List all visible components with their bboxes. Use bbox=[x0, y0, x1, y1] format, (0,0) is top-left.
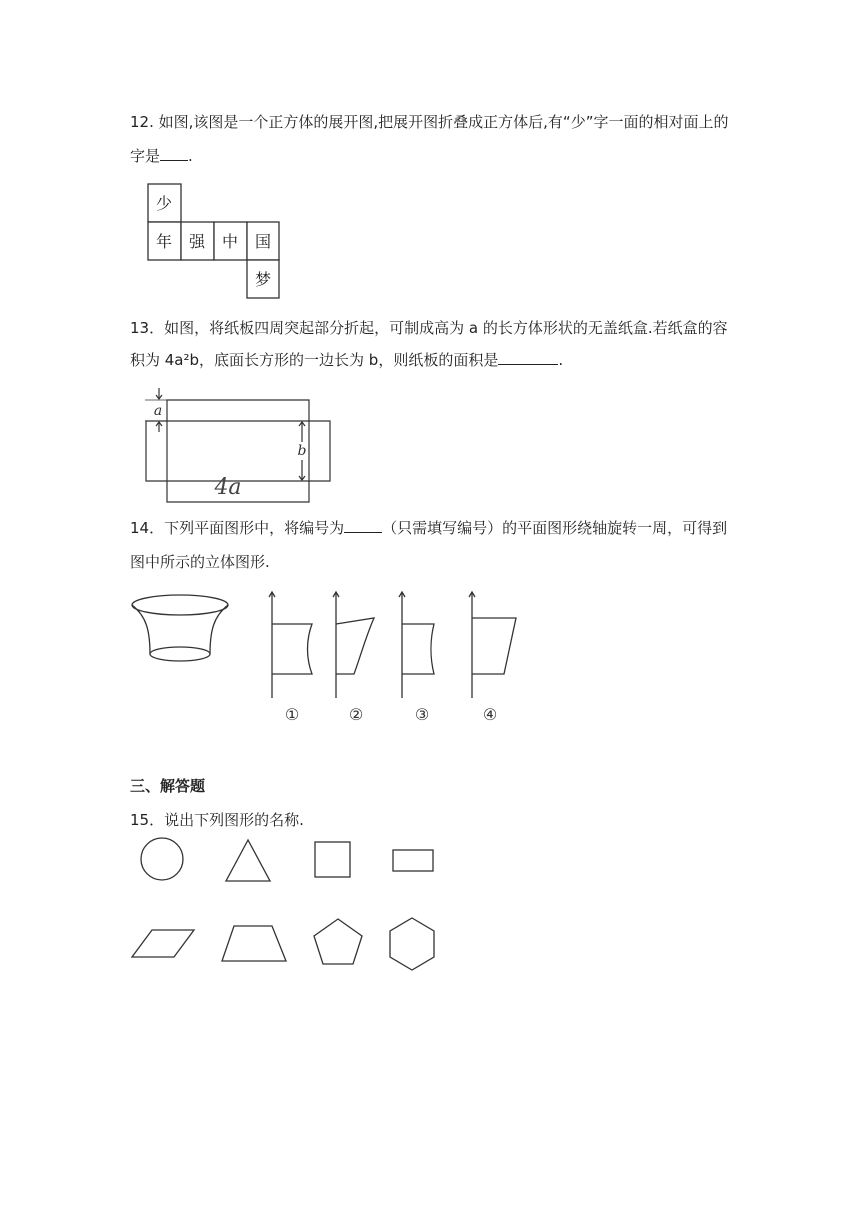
triangle-shape bbox=[226, 840, 270, 881]
trapezoid-shape bbox=[222, 926, 286, 961]
q12-line2-pre: 字是 bbox=[130, 147, 161, 165]
square-shape bbox=[315, 842, 350, 877]
q15-line1: 15．说出下列图形的名称. bbox=[130, 811, 304, 829]
net-cell-zhong: 中 bbox=[221, 232, 239, 251]
q14-line1-post: （只需填写编号）的平面图形绕轴旋转一周，可得到 bbox=[382, 519, 728, 537]
q15-shapes-figure bbox=[128, 834, 448, 974]
q14-vase-figure bbox=[128, 590, 238, 670]
circle-shape bbox=[141, 838, 183, 880]
q12-line2 bbox=[130, 146, 193, 166]
q12-line1: 12. 如图,该图是一个正方体的展开图,把展开图折叠成正方体后,有“少”字一面的相对面上的 bbox=[130, 113, 729, 131]
q14-line2: 图中所示的立体图形. bbox=[130, 553, 270, 571]
q13-answer-blank bbox=[498, 350, 558, 365]
label-b: b bbox=[297, 443, 307, 459]
label-4a: 4a bbox=[214, 475, 242, 500]
rectangle-shape bbox=[393, 850, 433, 871]
option-4-label: ④ bbox=[482, 705, 498, 724]
q14-answer-blank bbox=[344, 518, 382, 533]
net-cell-qiang: 强 bbox=[188, 232, 206, 251]
q14-line1 bbox=[130, 518, 727, 538]
option-2-label: ② bbox=[348, 705, 364, 724]
parallelogram-shape bbox=[132, 930, 194, 957]
net-cell-nian: 年 bbox=[155, 232, 173, 251]
q14-line1-pre: 14．下列平面图形中，将编号为 bbox=[130, 519, 345, 537]
hexagon-shape bbox=[390, 918, 434, 970]
option-3-label: ③ bbox=[414, 705, 430, 724]
q13-cardboard-figure bbox=[140, 384, 340, 508]
q13-line2 bbox=[130, 350, 563, 370]
q13-line2-pre: 积为 4a²b，底面长方形的一边长为 b，则纸板的面积是 bbox=[130, 351, 499, 369]
label-a: a bbox=[153, 403, 163, 419]
net-cell-meng: 梦 bbox=[254, 270, 272, 289]
q12-cube-net-figure bbox=[146, 182, 286, 302]
q12-answer-blank bbox=[160, 146, 188, 161]
net-cell-guo: 国 bbox=[254, 232, 272, 251]
q13-line1: 13．如图，将纸板四周突起部分折起，可制成高为 a 的长方体形状的无盖纸盒.若纸盒的容 bbox=[130, 319, 728, 337]
q12-line2-post: . bbox=[188, 147, 193, 165]
section-3-heading: 三、解答题 bbox=[130, 777, 206, 795]
q14-options-figure bbox=[262, 588, 532, 728]
pentagon-shape bbox=[314, 919, 362, 964]
option-1-label: ① bbox=[284, 705, 300, 724]
q13-line2-post: . bbox=[558, 351, 564, 369]
net-cell-shao: 少 bbox=[155, 194, 173, 213]
